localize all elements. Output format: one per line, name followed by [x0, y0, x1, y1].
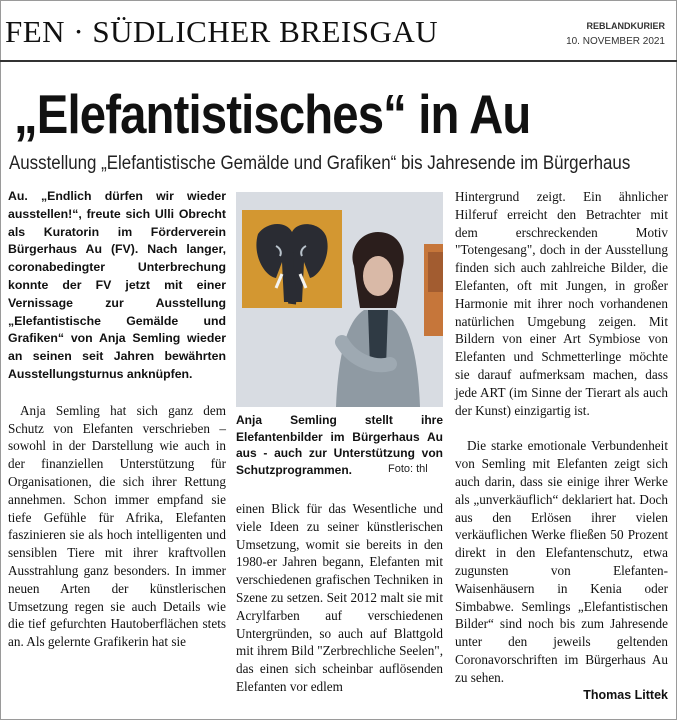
article-column-1: [8, 188, 226, 651]
section-title: FEN · SÜDLICHER BREISGAU: [5, 14, 439, 49]
article-lead: Au. „Endlich dürfen wir wieder ausstellen!“, freute sich Ulli Obrecht als Kuratorin im Förderverein Bürgerhaus Au (FV). Nach langer, coronabedingter Unterbrechung konnte der FV jetzt mit einer Vernissage zur Ausstellung „Elefantistische Gemälde und Grafiken“ von Anja Semling wieder an seinen seit Jahren bewährten Ausstellungsturnus anknüpfen.: [8, 189, 226, 381]
publication-name: REBLANDKURIER: [586, 21, 665, 31]
article-subheadline: Ausstellung „Elefantistische Gemälde und Grafiken“ bis Jahresende im Bürgerhaus: [9, 153, 631, 174]
publication-date: 10. NOVEMBER 2021: [566, 36, 665, 47]
article-paragraph: Die starke emotionale Verbundenheit von Semling mit Elefanten zeigt sich auch darin, dass sie einige ihrer Werke als „unverkäuflich“ deklariert hat. Doch aus den Erlösen ihrer vielen verkäuflichen Werke fließen 50 Prozent direkt in den Elefantenschutz, etwa zugunsten von Elefanten-Waisenhäusern in Kenia oder Simbabwe. Semlings „Elefantistischen Bilder“ sind noch bis zum Jahresende unter den jeweils geltenden Coronavorschriften im Bürgerhaus Au zu sehen.: [455, 438, 668, 685]
article-photo: [236, 192, 443, 407]
article-headline: „Elefantistisches“ in Au: [14, 83, 531, 145]
article-paragraph: Hintergrund zeigt. Ein ähnlicher Hilferuf erreicht den Betrachter mit dem erschreckenden Motiv "Totengesang", doch in der Ausstellung finden sich auch zahlreiche Bilder, die Elefanten, oft mit Jungen, in großer Harmonie mit ihrer noch vorhandenen natürlichen Umgebung zeigen. Mit Bildern von einer Art Symbiose von Elefanten und Schmetterlinge möchte sie darauf aufmerksam machen, dass jede ART (im Sinne der Tierart als auch der Kunst) einzigartig ist.: [455, 189, 668, 418]
article-paragraph: Anja Semling hat sich ganz dem Schutz von Elefanten verschrieben – sowohl in der Darstellung wie auch in der finanziellen Unterstützung für Organisationen, die sich ihrer Rettung annehmen. Schon immer empfand sie tiefe Gefühle für Afrika, Elefanten faszinieren sie als hoch intelligenten und sensiblen Tiere mit ihrer kraftvollen Ausstrahlung ganz besonders. In immer neuen Arten der künstlerischen Umsetzung regen sie auch Details wie die tief gefurchten Hautoberflächen stets an. Als gelernte Grafikerin hat sie: [8, 402, 226, 650]
photo-illustration: [236, 192, 443, 407]
author-byline: Thomas Littek: [583, 687, 668, 702]
article-column-3: [455, 188, 668, 704]
photo-caption: Anja Semling stellt ihre Elefantenbilder im Bürgerhaus Au aus - auch zur Unterstützung von Schutzprogrammen.: [236, 413, 443, 477]
elephant-painting: [242, 210, 342, 308]
photo-credit: Foto: thl: [388, 463, 428, 475]
page-header: [0, 0, 677, 62]
article-paragraph: einen Blick für das Wesentliche und viele Ideen zu seiner künstlerischen Umsetzung, womit sie bereits in den 1980-er Jahren begann, Elefanten mit verschiedenen grafischen Techniken in Szene zu setzen. Seit 2012 malt sie mit Acrylfarben auf verschiedenen Untergründen, so auch auf Blattgold mit ihrem Bild "Zerbrechliche Seelen", das einen sich scheinbar auflösenden Elefanten vor edlem: [236, 501, 443, 694]
article-column-2: [236, 500, 443, 696]
